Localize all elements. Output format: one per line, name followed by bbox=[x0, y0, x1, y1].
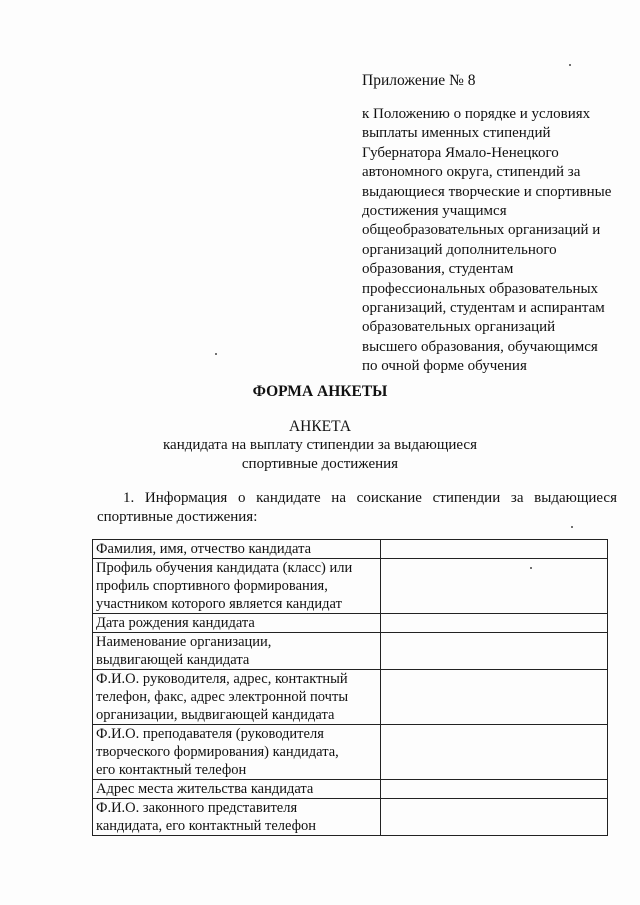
table-row bbox=[93, 799, 608, 836]
row-value-cell[interactable] bbox=[380, 540, 607, 559]
appendix-reference-line: образования, студентам bbox=[362, 261, 514, 278]
appendix-reference bbox=[362, 105, 622, 377]
row-value-cell[interactable] bbox=[380, 670, 607, 725]
appendix-number: Приложение № 8 bbox=[362, 72, 476, 89]
row-label bbox=[93, 780, 381, 799]
row-label-line: его контактный телефон bbox=[96, 762, 247, 778]
appendix-reference-line: организаций дополнительного bbox=[362, 241, 557, 258]
appendix-reference-line: высшего образования, обучающимся bbox=[362, 338, 598, 355]
table-row bbox=[93, 780, 608, 799]
row-label-line: Ф.И.О. законного представителя bbox=[96, 800, 298, 816]
candidate-info-table bbox=[92, 539, 608, 836]
anketa-subtitle-line: спортивные достижения bbox=[241, 456, 399, 472]
row-label-line: телефон, факс, адрес электронной почты bbox=[96, 689, 349, 705]
appendix-reference-line: Губернатора Ямало-Ненецкого bbox=[362, 144, 559, 161]
row-label bbox=[93, 670, 381, 725]
section-1-heading bbox=[97, 489, 617, 527]
scan-speck bbox=[569, 64, 571, 66]
row-value-cell[interactable] bbox=[380, 725, 607, 780]
row-label-line: кандидата, его контактный телефон bbox=[96, 818, 317, 834]
row-value-cell[interactable] bbox=[380, 799, 607, 836]
appendix-reference-line: достижения учащимся bbox=[362, 203, 507, 220]
table-row bbox=[93, 725, 608, 780]
row-value-cell[interactable] bbox=[380, 780, 607, 799]
row-label bbox=[93, 633, 381, 670]
row-label bbox=[93, 540, 381, 559]
row-label-line: Фамилия, имя, отчество кандидата bbox=[96, 541, 312, 557]
table-row bbox=[93, 540, 608, 559]
anketa-subtitle-line: кандидата на выплату стипендии за выдающиеся bbox=[163, 437, 477, 453]
row-label-line: выдвигающей кандидата bbox=[96, 652, 250, 668]
row-value-cell[interactable] bbox=[380, 614, 607, 633]
row-value-cell[interactable] bbox=[380, 559, 607, 614]
table-row bbox=[93, 670, 608, 725]
appendix-reference-line: общеобразовательных организаций и bbox=[362, 222, 601, 239]
row-label-line: Профиль обучения кандидата (класс) или bbox=[96, 560, 353, 576]
appendix-reference-line: по очной форме обучения bbox=[362, 358, 527, 375]
row-label-line: Ф.И.О. преподавателя (руководителя bbox=[96, 726, 324, 742]
row-label-line: организации, выдвигающей кандидата bbox=[96, 707, 335, 723]
row-label-line: Дата рождения кандидата bbox=[96, 615, 255, 631]
appendix-reference-line: профессиональных образовательных bbox=[362, 280, 599, 297]
row-label-line: Адрес места жительства кандидата bbox=[96, 781, 314, 797]
row-label-line: Наименование организации, bbox=[96, 634, 272, 650]
row-label-line: Ф.И.О. руководителя, адрес, контактный bbox=[96, 671, 348, 687]
row-label bbox=[93, 799, 381, 836]
scan-speck bbox=[571, 526, 573, 528]
anketa-title: АНКЕТА bbox=[288, 418, 352, 435]
appendix-reference-line: организаций, студентам и аспирантам bbox=[362, 300, 605, 317]
appendix-reference-line: автономного округа, стипендий за bbox=[362, 164, 581, 181]
row-label-line: участником которого является кандидат bbox=[96, 596, 342, 612]
table-row bbox=[93, 633, 608, 670]
scan-speck bbox=[530, 567, 532, 569]
section-1-line: спортивные достижения: bbox=[97, 509, 258, 525]
form-title: ФОРМА АНКЕТЫ bbox=[252, 383, 388, 400]
anketa-subtitle bbox=[0, 436, 640, 474]
appendix-reference-line: к Положению о порядке и условиях bbox=[362, 106, 591, 122]
row-label bbox=[93, 559, 381, 614]
appendix-reference-line: выдающиеся творческие и спортивные bbox=[362, 183, 612, 200]
appendix-reference-line: образовательных организаций bbox=[362, 319, 556, 336]
appendix-reference-line: выплаты именных стипендий bbox=[362, 125, 551, 142]
row-label-line: творческого формирования) кандидата, bbox=[96, 744, 339, 760]
row-label bbox=[93, 614, 381, 633]
row-label bbox=[93, 725, 381, 780]
scan-speck bbox=[215, 353, 217, 355]
table-row bbox=[93, 614, 608, 633]
section-1-line: 1. Информация о кандидате на соискание стипендии за выдающиеся bbox=[123, 490, 617, 506]
row-value-cell[interactable] bbox=[380, 633, 607, 670]
row-label-line: профиль спортивного формирования, bbox=[96, 578, 328, 594]
